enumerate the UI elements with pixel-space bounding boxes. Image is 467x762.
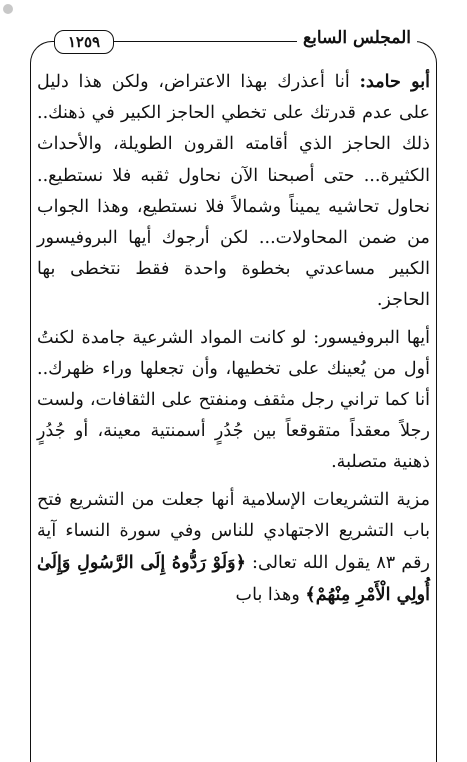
page-body (37, 66, 430, 611)
paragraph-2 (37, 323, 430, 479)
paragraph-text: أيها البروفيسور: لو كانت المواد الشرعية جامدة لكنتُ أول من يُعينك على تخطيها، وأن تجعلها وراء ظهرك.. أنا كما تراني رجل مثقف ومنفتح على الثقافات، ولست رجلاً معقداً متقوقعاً بين جُدُرٍ أسمنتية معينة، أو جُدُرٍ ذهنية متصلبة. (37, 327, 430, 473)
speaker-name: أبو حامد: (359, 71, 430, 92)
paragraph-tail: وهذا باب (235, 585, 306, 606)
chapter-title: المجلس السابع (297, 28, 417, 48)
page-number: ١٢٥٩ (54, 30, 114, 54)
paragraph-text: أنا أعذرك بهذا الاعتراض، ولكن هذا دليل على عدم قدرتك على تخطي الحاجز الكبير في ذهنك.. ذلك الحاجز الذي أقامته القرون الطويلة، والأحداث الكثيرة... حتى أصبحنا الآن نحاول ثقبه فلا نستطيع.. نحاول تحاشيه يميناً وشمالاً فلا نستطيع، وهذا الجواب من ضمن المحاولات... لكن أرجوك أيها البروفيسور الكبير مساعدتي بخطوة واحدة فقط نتخطى بها الحاجز. (37, 72, 430, 311)
quran-verse: ﴿وَلَوْ رَدُّوهُ إِلَى الرَّسُولِ وَإِلَىٰ أُولِي الْأَمْرِ مِنْهُمْ﴾ (37, 552, 430, 606)
scan-mark (3, 4, 13, 14)
paragraph-text: مزية التشريعات الإسلامية أنها جعلت من التشريع فتح باب التشريع الاجتهادي للناس وفي سورة النساء آية رقم ٨٣ يقول الله تعالى: (37, 489, 430, 574)
paragraph-1 (37, 66, 430, 317)
paragraph-3 (37, 485, 430, 612)
